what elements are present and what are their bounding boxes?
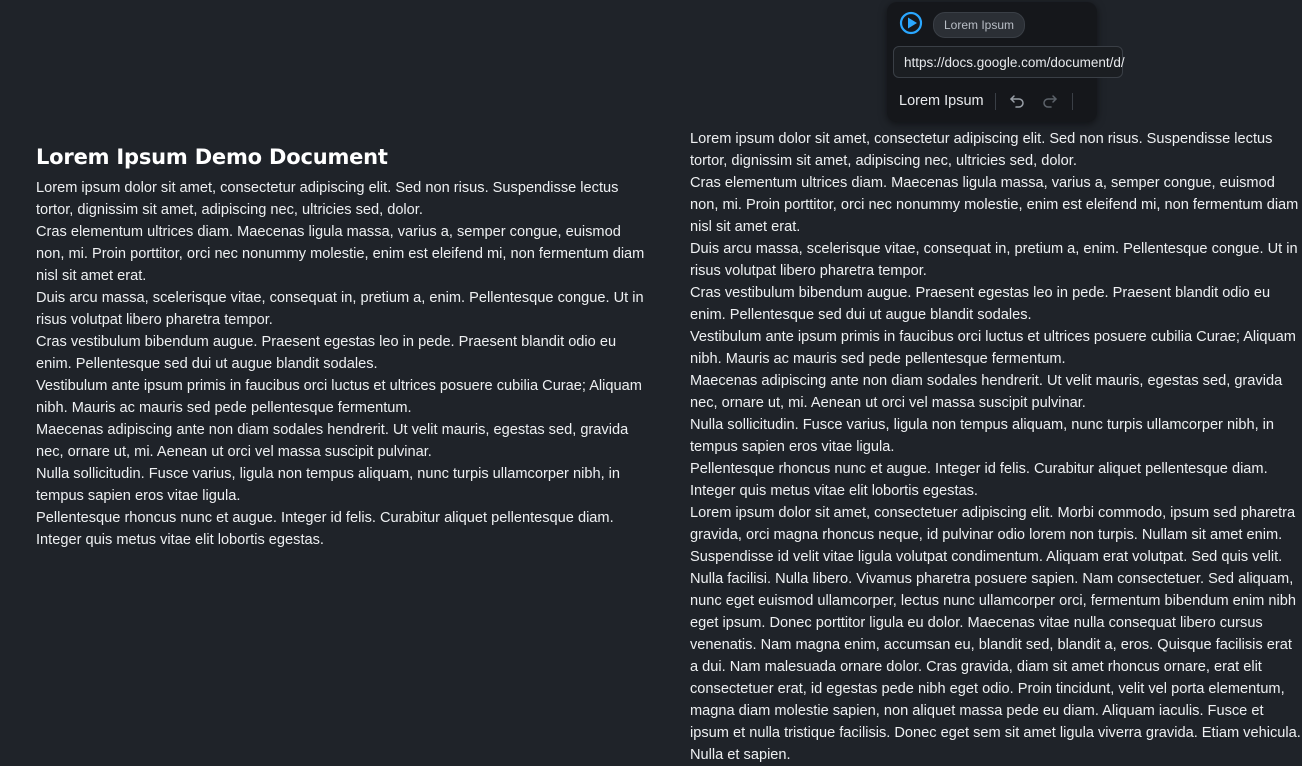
document-paragraph: Cras elementum ultrices diam. Maecenas ligula massa, varius a, semper congue, euismod non, mi. Proin porttitor, orci nec nonummy molestie, enim est eleifend mi, non fermentum diam nisl sit amet erat.	[690, 175, 1299, 235]
widget-doc-toolbar	[887, 82, 1097, 120]
document-paragraph: Lorem ipsum dolor sit amet, consectetur adipiscing elit. Sed non risus. Suspendisse lectus tortor, dignissim sit amet, adipiscing nec, ultricies sed, dolor.	[690, 131, 1273, 169]
tab-label-pill[interactable]: Lorem Ipsum	[933, 12, 1025, 38]
document-paragraph: Lorem ipsum dolor sit amet, consectetur adipiscing elit. Sed non risus. Suspendisse lectus tortor, dignissim sit amet, adipiscing nec, ultricies sed, dolor.	[36, 180, 619, 218]
document-paragraph: Duis arcu massa, scelerisque vitae, consequat in, pretium a, enim. Pellentesque congue. Ut in risus volutpat libero pharetra tempor.	[690, 241, 1298, 279]
document-paragraph: Vestibulum ante ipsum primis in faucibus orci luctus et ultrices posuere cubilia Curae; Aliquam nibh. Mauris ac mauris sed pede pellentesque fermentum.	[690, 329, 1296, 367]
document-paragraph: Nulla sollicitudin. Fusce varius, ligula non tempus aliquam, nunc turpis ullamcorper nibh, in tempus sapien eros vitae ligula.	[690, 417, 1275, 455]
document-left-column	[36, 143, 648, 551]
redo-icon[interactable]	[1039, 90, 1061, 112]
document-paragraph: Nulla sollicitudin. Fusce varius, ligula non tempus aliquam, nunc turpis ullamcorper nibh, in tempus sapien eros vitae ligula.	[36, 466, 621, 504]
document-paragraph: Maecenas adipiscing ante non diam sodales hendrerit. Ut velit mauris, egestas sed, gravida nec, ornare ut, mi. Aenean ut orci vel massa suscipit pulvinar.	[36, 422, 629, 460]
document-paragraph: Pellentesque rhoncus nunc et augue. Integer id felis. Curabitur aliquet pellentesque diam. Integer quis metus vitae elit lobortis egestas.	[36, 510, 614, 548]
url-field[interactable]: https://docs.google.com/document/d/	[893, 46, 1123, 78]
document-paragraph: Cras vestibulum bibendum augue. Praesent egestas leo in pede. Praesent blandit odio eu enim. Pellentesque sed dui ut augue blandit sodales.	[690, 285, 1271, 323]
toolbar-divider	[995, 93, 996, 110]
document-paragraph: Lorem ipsum dolor sit amet, consectetuer adipiscing elit. Morbi commodo, ipsum sed pharetra gravida, orci magna rhoncus neque, id pulvinar odio lorem non turpis. Nullam sit amet enim. Suspendisse id velit vitae ligula volutpat condimentum. Aliquam erat volutpat. Sed quis velit. Nulla facilisi. Nulla libero. Vivamus pharetra posuere sapien. Nam consectetuer. Sed aliquam, nunc eget euismod ullamcorper, lectus nunc ullamcorper orci, fermentum bibendum enim nibh eget ipsum. Donec porttitor ligula eu dolor. Maecenas vitae nulla consequat libero cursus venenatis. Nam magna enim, accumsan eu, blandit sed, blandit a, eros. Quisque facilisis erat a dui. Nam malesuada ornare dolor. Cras gravida, diam sit amet rhoncus ornare, erat elit consectetuer erat, id egestas pede nibh eget odio. Proin tincidunt, velit vel porta elementum, magna diam molestie sapien, non aliquet massa pede eu diam. Aliquam iaculis. Fusce et ipsum et nulla tristique facilisis. Donec eget sem sit amet ligula viverra gravida. Etiam vehicula. Nulla et sapien.	[690, 505, 1301, 763]
document-paragraph: Cras elementum ultrices diam. Maecenas ligula massa, varius a, semper congue, euismod non, mi. Proin porttitor, orci nec nonummy molestie, enim est eleifend mi, non fermentum diam nisl sit amet erat.	[36, 224, 645, 284]
play-logo-icon[interactable]	[899, 11, 923, 35]
document-paragraph: Maecenas adipiscing ante non diam sodales hendrerit. Ut velit mauris, egestas sed, gravida nec, ornare ut, mi. Aenean ut orci vel massa suscipit pulvinar.	[690, 373, 1283, 411]
document-paragraph: Vestibulum ante ipsum primis in faucibus orci luctus et ultrices posuere cubilia Curae; Aliquam nibh. Mauris ac mauris sed pede pellentesque fermentum.	[36, 378, 642, 416]
toolbar-divider	[1072, 93, 1073, 110]
floating-toolbar-widget	[887, 2, 1125, 122]
document-name: Lorem Ipsum	[899, 93, 984, 109]
document-paragraph: Cras vestibulum bibendum augue. Praesent egestas leo in pede. Praesent blandit odio eu enim. Pellentesque sed dui ut augue blandit sodales.	[36, 334, 617, 372]
document-paragraph: Pellentesque rhoncus nunc et augue. Integer id felis. Curabitur aliquet pellentesque diam. Integer quis metus vitae elit lobortis egestas.	[690, 461, 1268, 499]
document-paragraph: Duis arcu massa, scelerisque vitae, consequat in, pretium a, enim. Pellentesque congue. Ut in risus volutpat libero pharetra tempor.	[36, 290, 644, 328]
document-right-column	[690, 128, 1301, 766]
undo-icon[interactable]	[1006, 90, 1028, 112]
widget-header	[887, 2, 1097, 44]
document-title: Lorem Ipsum Demo Document	[36, 145, 388, 169]
